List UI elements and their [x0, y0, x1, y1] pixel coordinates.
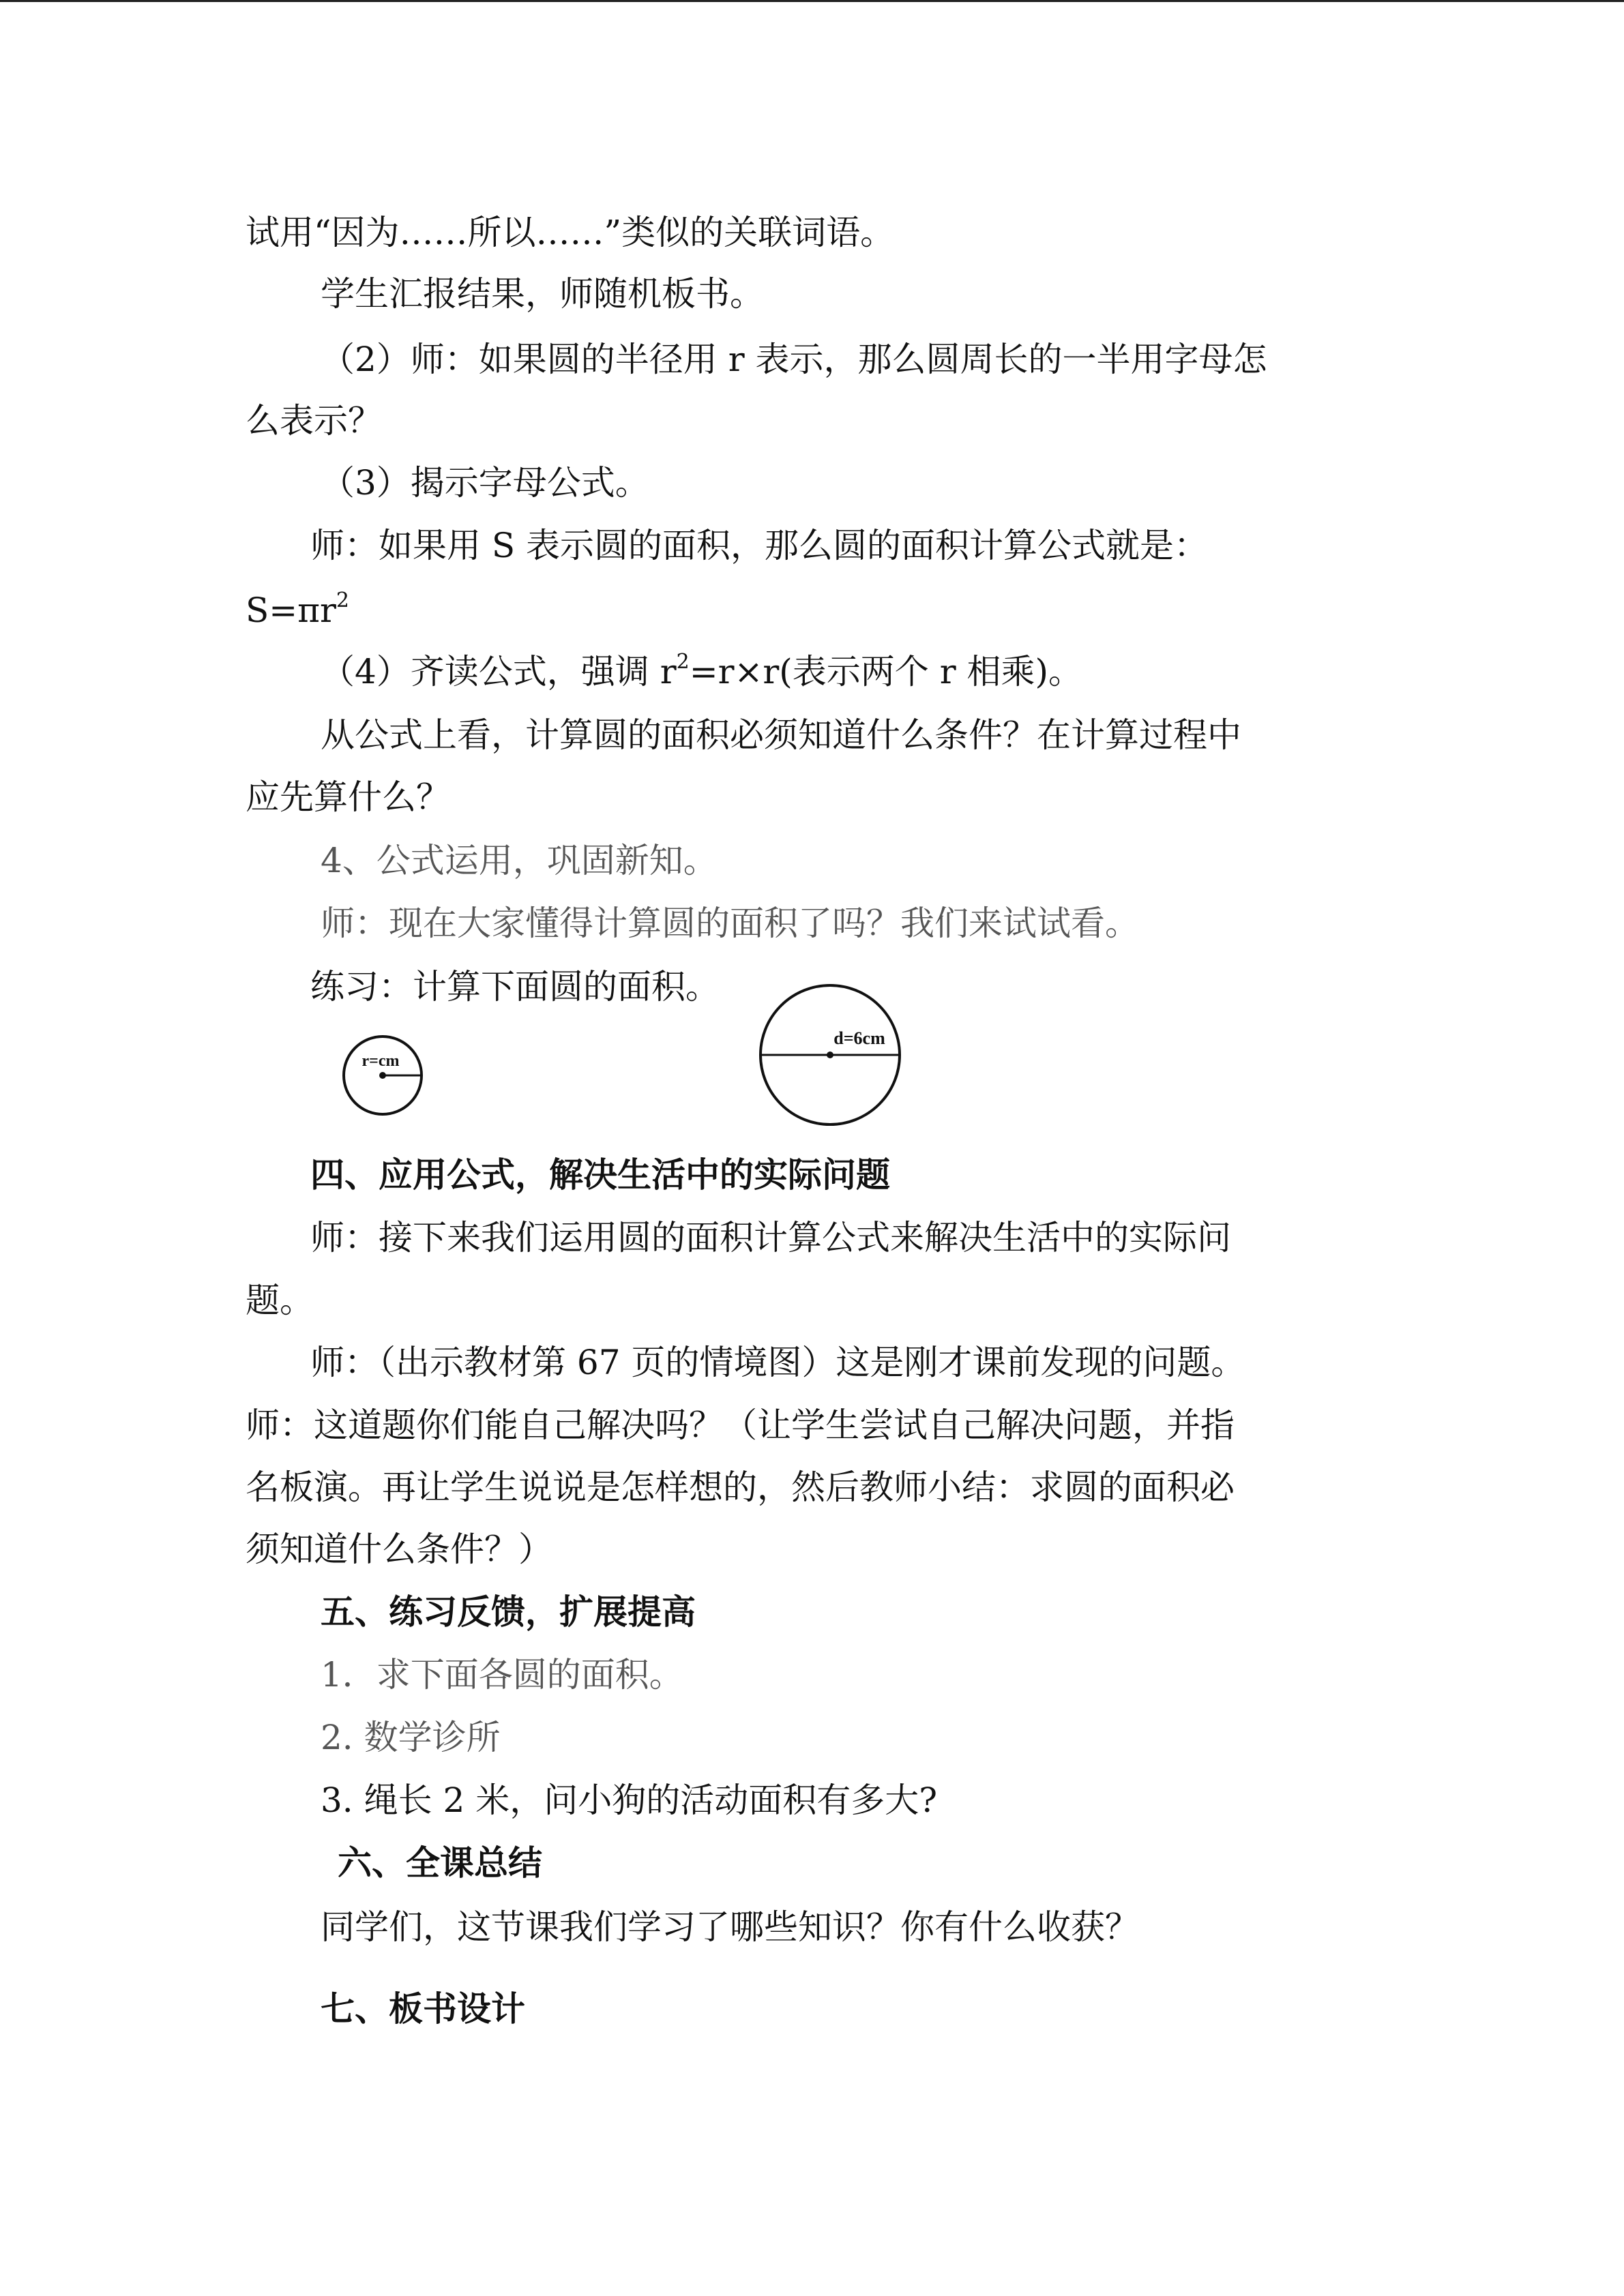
text-line-14: 师：接下来我们运用圆的面积计算公式来解决生活中的实际问: [310, 1218, 1231, 1257]
text-line-15: 题。: [246, 1281, 314, 1320]
text-line-11: 4、公式运用，巩固新知。: [321, 841, 718, 880]
text-line-9: 从公式上看，计算圆的面积必须知道什么条件？在计算过程中: [321, 715, 1241, 755]
section-heading-7: 七、板书设计: [321, 1988, 525, 2029]
text-line-8: [321, 651, 1082, 692]
small-circle-label: r=cm: [361, 1052, 400, 1070]
section-heading-4: 四、应用公式，解决生活中的实际问题: [310, 1154, 890, 1195]
text-line-20: 1．求下面各圆的面积。: [321, 1655, 683, 1695]
formula-base: S=πr: [246, 591, 336, 630]
text-line-6: 师：如果用 S 表示圆的面积，那么圆的面积计算公式就是：: [310, 526, 1209, 565]
text-line-8-b: =r×r(表示两个 r 相乘)。: [689, 652, 1082, 691]
large-circle-label: d=6cm: [833, 1028, 885, 1048]
text-line-8-exponent: 2: [676, 650, 690, 674]
section-heading-6: 六、全课总结: [338, 1843, 542, 1883]
section-heading-5: 五、练习反馈，扩展提高: [321, 1592, 696, 1632]
text-line-4: 么表示？: [246, 401, 382, 441]
text-line-23: 同学们，这节课我们学习了哪些知识？你有什么收获？: [321, 1907, 1139, 1947]
formula-exponent: 2: [336, 588, 350, 613]
text-line-16: 师：（出示教材第 67 页的情境图）这是刚才课前发现的问题。: [310, 1343, 1245, 1382]
page-top-border: [0, 0, 1624, 2]
text-line-5: （3）揭示字母公式。: [321, 463, 649, 503]
text-line-13: 练习：计算下面圆的面积。: [310, 967, 720, 1007]
text-line-19: 须知道什么条件？）: [246, 1530, 552, 1569]
large-circle-figure: [757, 982, 904, 1129]
formula-line: [246, 590, 349, 631]
text-line-1: 试用“因为……所以……”类似的关联词语。: [246, 213, 895, 252]
small-circle-center: [379, 1072, 386, 1079]
text-line-18: 名板演。再让学生说说是怎样想的，然后教师小结：求圆的面积必: [246, 1467, 1235, 1507]
text-line-2: 学生汇报结果，师随机板书。: [321, 274, 764, 314]
text-line-12: 师：现在大家懂得计算圆的面积了吗？我们来试试看。: [321, 904, 1139, 943]
text-line-21: 2. 数学诊所: [321, 1718, 501, 1757]
small-circle-figure: [338, 1033, 430, 1118]
text-line-22: 3. 绳长 2 米，问小狗的活动面积有多大?: [321, 1780, 938, 1820]
large-circle-center: [827, 1052, 833, 1058]
text-line-10: 应先算什么？: [246, 777, 450, 817]
text-line-17: 师：这道题你们能自己解决吗？（让学生尝试自己解决问题，并指: [246, 1405, 1235, 1445]
text-line-3: （2）师：如果圆的半径用 r 表示，那么圆周长的一半用字母怎: [321, 340, 1267, 379]
text-line-8-a: （4）齐读公式，强调 r: [321, 652, 677, 691]
